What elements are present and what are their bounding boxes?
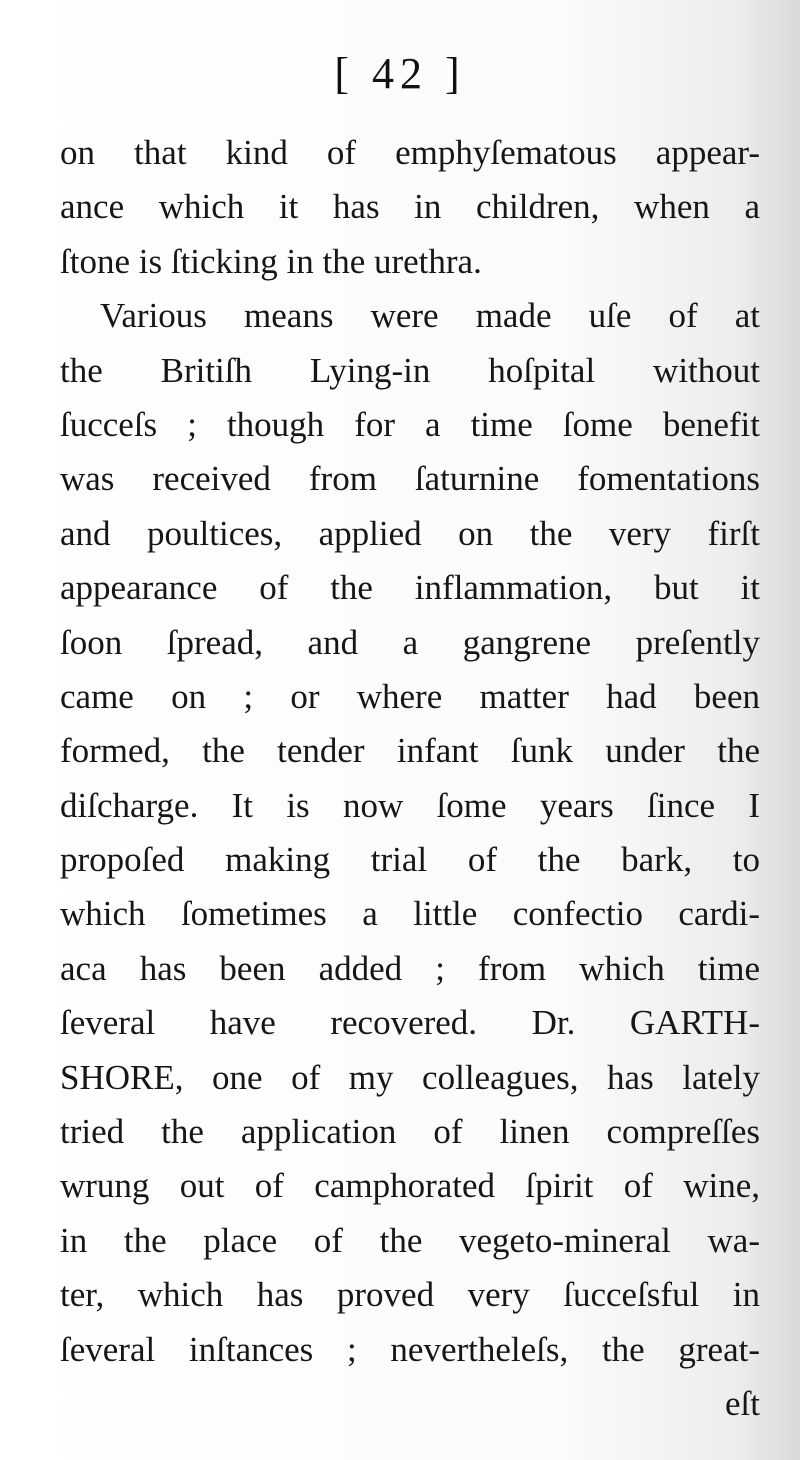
text-line: Various means were made uſe of at	[100, 296, 760, 336]
text-line: ſeveral have recovered. Dr. GARTH-	[60, 1003, 760, 1043]
text-line: which ſometimes a little confectio cardi-	[60, 894, 760, 934]
text-line: in the place of the vegeto-mineral wa-	[60, 1220, 760, 1260]
text-line: wrung out of camphorated ſpirit of wine,	[60, 1166, 760, 1206]
text-line: was received from ſaturnine fomentations	[60, 459, 760, 499]
text-line: appearance of the inflammation, but it	[60, 568, 760, 608]
text-line: ſoon ſpread, and a gangrene preſently	[60, 622, 760, 662]
text-line: aca has been added ; from which time	[60, 948, 760, 988]
text-line: tried the application of linen compreſſes	[60, 1112, 760, 1152]
text-line: the Britiſh Lying-in hoſpital without	[60, 350, 760, 390]
catchword: eſt	[725, 1383, 760, 1423]
text-line: ſtone is ſticking in the urethra.	[60, 241, 482, 281]
text-line: propoſed making trial of the bark, to	[60, 840, 760, 880]
text-line: formed, the tender infant ſunk under the	[60, 731, 760, 771]
text-line: ter, which has proved very ſucceſsful in	[60, 1275, 760, 1315]
text-line: SHORE, one of my colleagues, has lately	[60, 1057, 760, 1097]
text-line: came on ; or where matter had been	[60, 676, 760, 716]
body-text	[60, 126, 760, 1431]
page-number: [ 42 ]	[334, 49, 466, 98]
text-line: ance which it has in children, when a	[60, 187, 760, 227]
text-line: diſcharge. It is now ſome years ſince I	[60, 785, 760, 825]
text-line: and poultices, applied on the very firſt	[60, 513, 760, 553]
text-line: on that kind of emphyſematous appear-	[60, 133, 760, 172]
text-line: ſeveral inſtances ; nevertheleſs, the great-	[60, 1329, 760, 1369]
text-line: ſucceſs ; though for a time ſome benefit	[60, 404, 760, 444]
